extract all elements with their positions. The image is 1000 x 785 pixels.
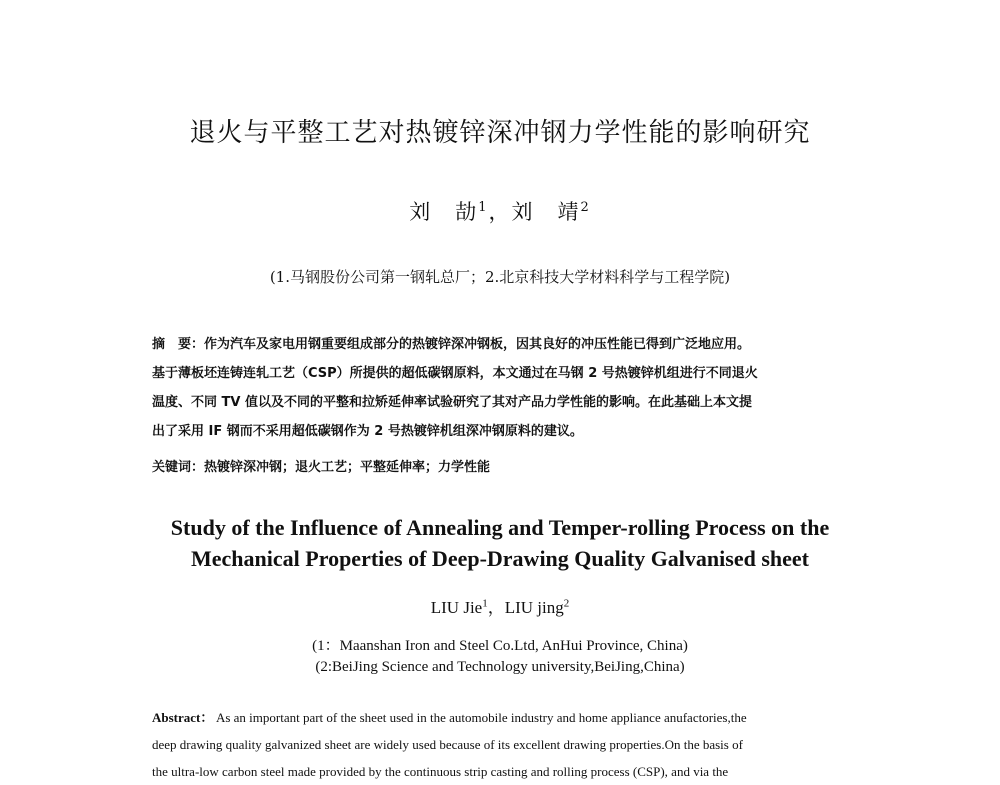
english-abstract-label: Abstract：: [152, 710, 214, 725]
author-2: 刘 靖: [511, 200, 581, 224]
chinese-keywords: [152, 456, 490, 475]
english-abstract-line-2: deep drawing quality galvanized sheet are widely used because of its excellent drawing properties.On the basis of: [152, 737, 743, 752]
author-2-affil-mark: 2: [580, 200, 591, 215]
chinese-abstract-label: 摘 要：: [152, 337, 205, 352]
chinese-abstract-line-3: 温度、不同 TV 值以及不同的平整和拉矫延伸率试验研究了其对产品力学性能的影响。在此基础上本文提: [152, 395, 752, 410]
chinese-abstract-line-2: 基于薄板坯连铸连轧工艺（CSP）所提供的超低碳钢原料，本文通过在马钢 2 号热镀锌机组进行不同退火: [152, 366, 758, 381]
chinese-keywords-label: 关键词：: [152, 460, 205, 475]
english-abstract-line-1: Abstract： As an important part of the sheet used in the automobile industry and home appliance anufactories,the: [152, 710, 747, 725]
author-separator: ，: [488, 200, 512, 224]
chinese-title: 退火与平整工艺对热镀锌深冲钢力学性能的影响研究: [189, 118, 811, 148]
english-abstract-line-3: the ultra-low carbon steel made provided by the continuous strip casting and rolling process (CSP), and via the: [152, 764, 729, 779]
english-affiliation-line-1: (1：Maanshan Iron and Steel Co.Ltd, AnHui Province, China): [312, 638, 688, 654]
author-1-affil-mark: 1: [478, 200, 489, 215]
chinese-abstract-line-4: 出了采用 IF 钢而不采用超低碳钢作为 2 号热镀锌机组深冲钢原料的建议。: [152, 424, 583, 439]
english-author-separator: ，: [487, 598, 505, 617]
english-author-1: LIU Jie: [430, 598, 483, 617]
english-affiliation-line-2: (2:BeiJing Science and Technology university,BeiJing,China): [315, 659, 685, 675]
english-title: [0, 512, 1000, 574]
english-affiliation: [0, 636, 1000, 678]
english-authors: [0, 593, 1000, 618]
english-title-line-2: Mechanical Properties of Deep-Drawing Quality Galvanised sheet: [191, 546, 809, 571]
english-abstract: [152, 704, 864, 779]
chinese-abstract-line-1: 摘 要：作为汽车及家电用钢重要组成部分的热镀锌深冲钢板，因其良好的冲压性能已得到广泛地应用。: [152, 337, 751, 352]
chinese-keywords-text: 热镀锌深冲钢；退火工艺；平整延伸率；力学性能: [204, 460, 491, 475]
english-author-2-affil-mark: 2: [563, 597, 570, 610]
chinese-affiliation: (1.马钢股份公司第一钢轧总厂；2.北京科技大学材料科学与工程学院): [269, 268, 731, 286]
english-author-2: LIU jing: [504, 598, 564, 617]
english-author-1-affil-mark: 1: [482, 597, 488, 610]
chinese-abstract: [152, 330, 864, 446]
chinese-authors: [0, 196, 1000, 226]
author-1: 刘 劼: [409, 200, 479, 224]
english-title-line-1: Study of the Influence of Annealing and Temper-rolling Process on the: [170, 515, 830, 540]
